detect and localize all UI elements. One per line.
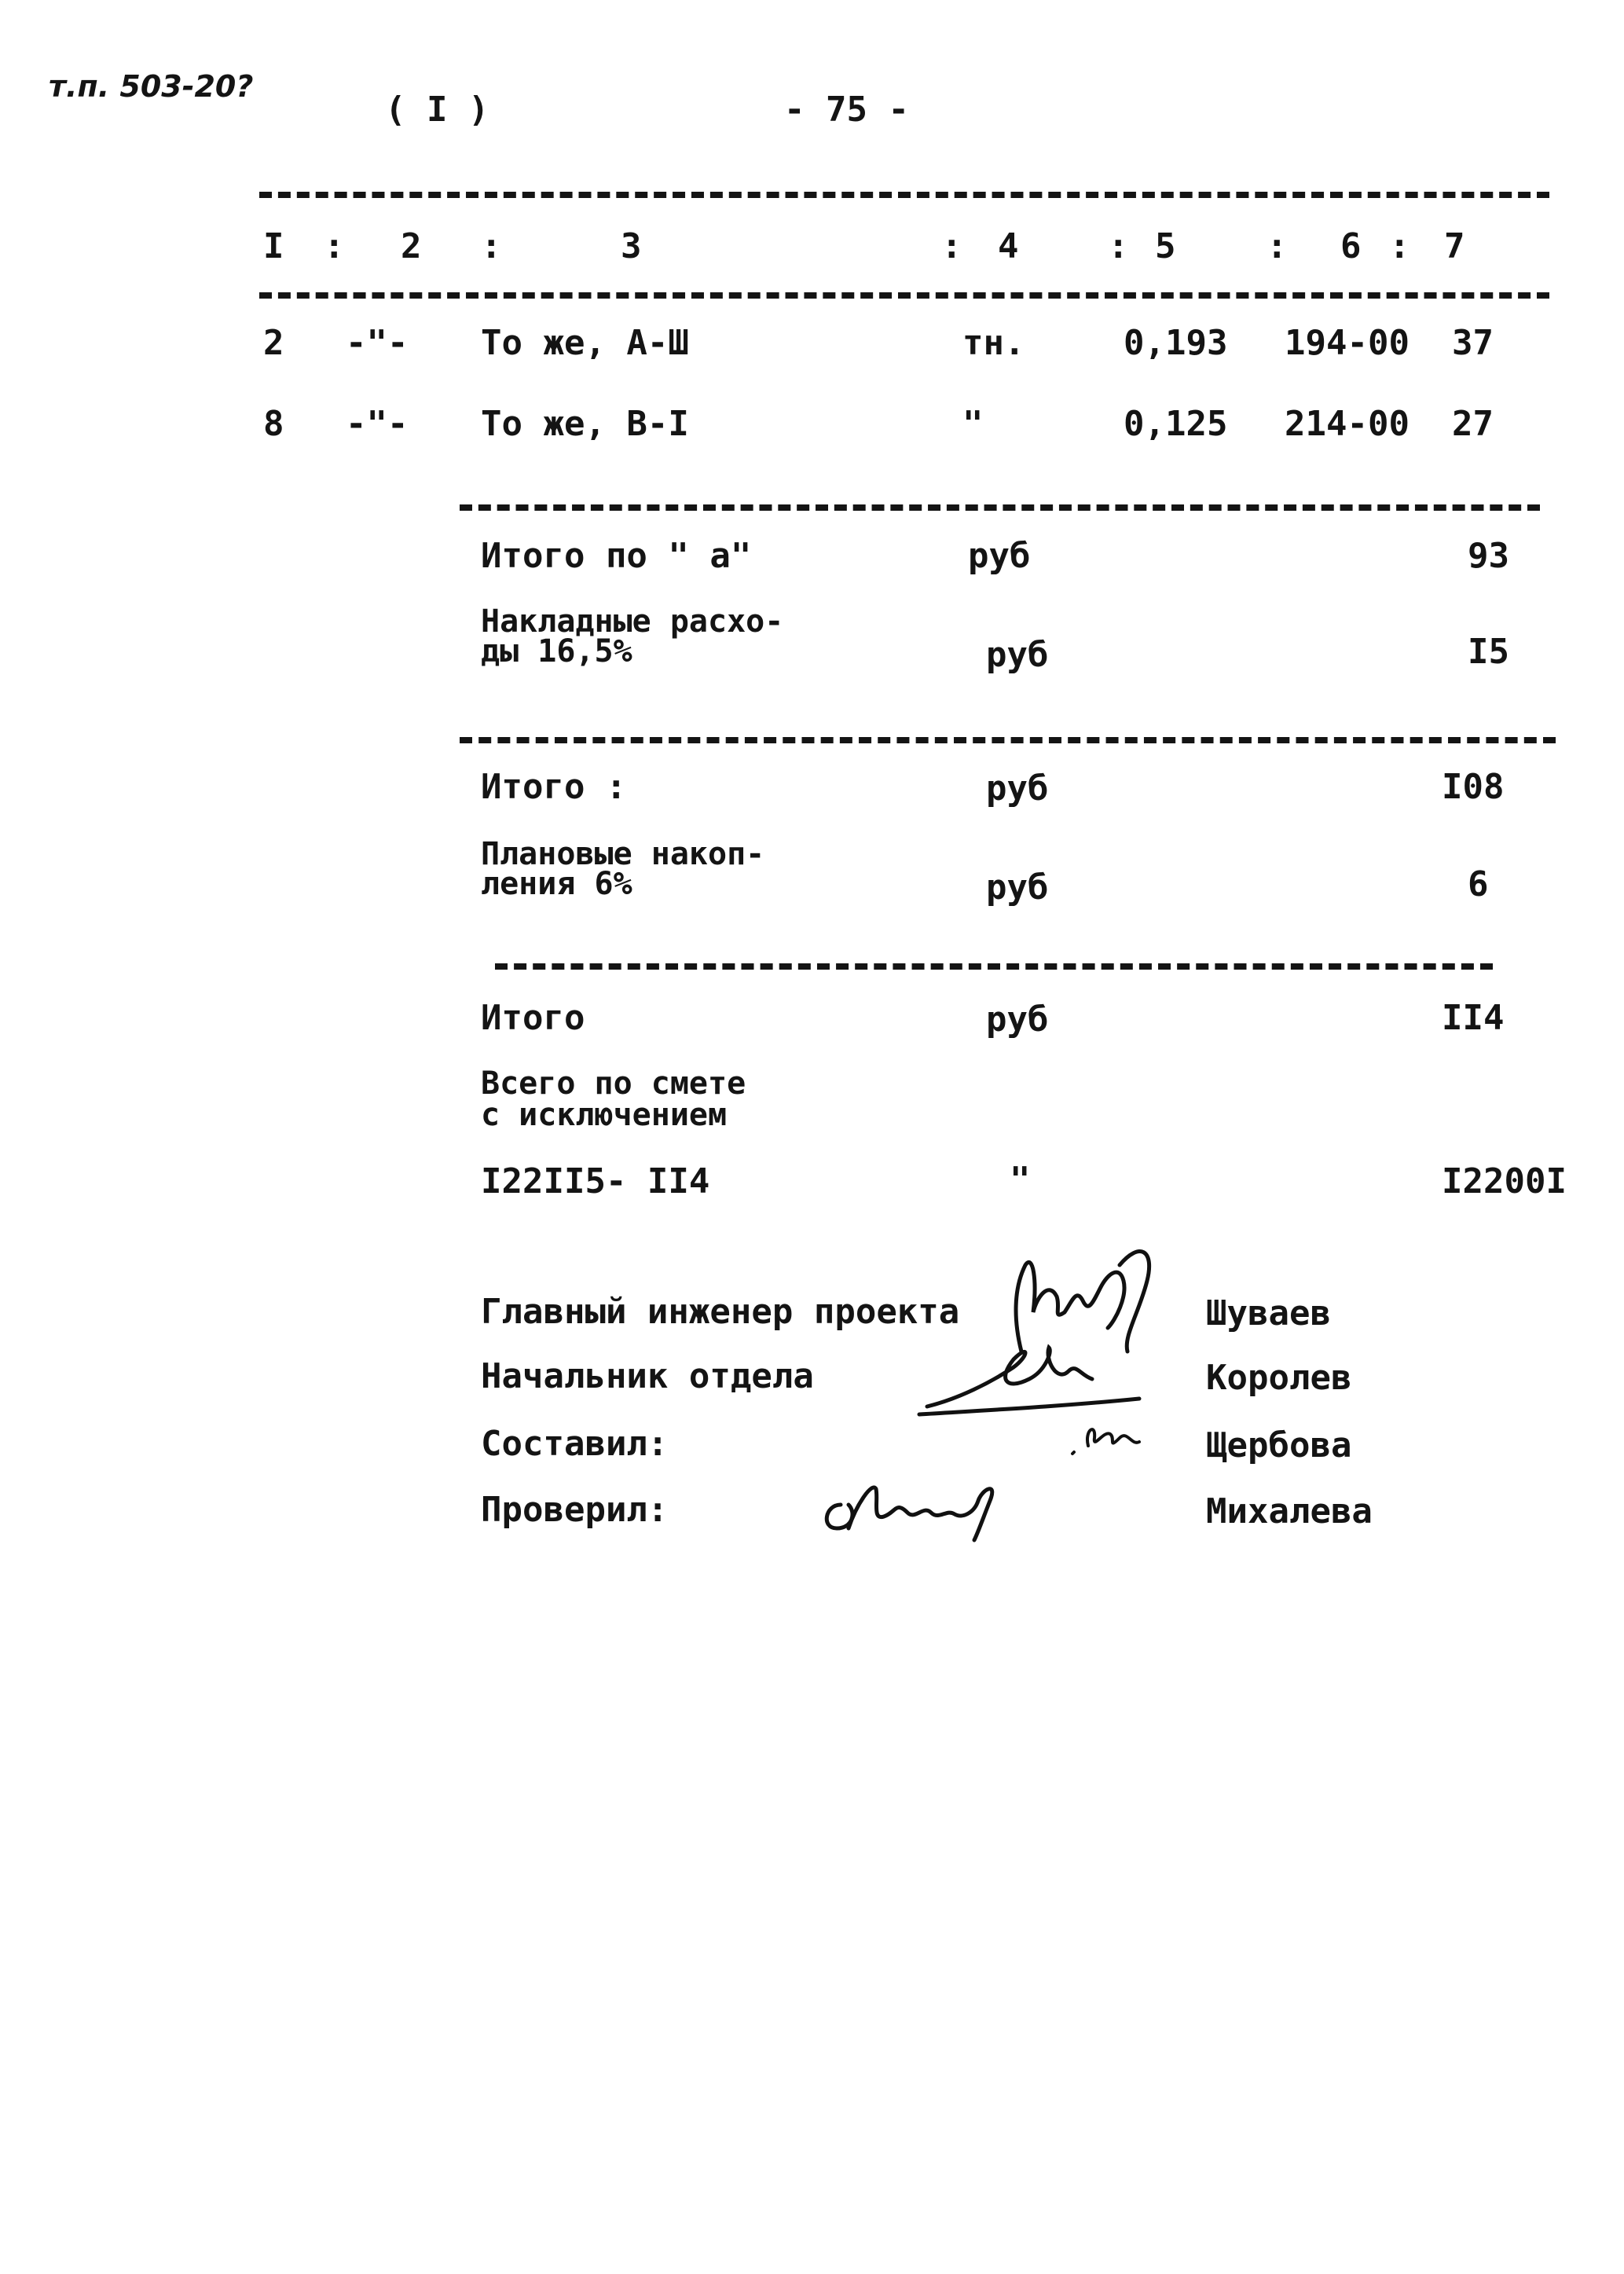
overhead-unit: руб — [986, 635, 1049, 675]
item-name: То же, В-I — [481, 404, 689, 444]
signature-name: Шуваев — [1206, 1293, 1331, 1333]
signature-role: Составил: — [481, 1424, 669, 1464]
item-price: 214-00 — [1285, 404, 1410, 444]
overhead-label-line2: ды 16,5% — [481, 633, 632, 669]
signature-role: Главный инженер проекта — [481, 1292, 960, 1332]
document-code: т.п. 503-20? — [49, 69, 254, 104]
handwritten-signature-checker — [809, 1458, 1029, 1547]
column-header-2: 2 — [401, 226, 422, 266]
signature-name: Королев — [1206, 1358, 1352, 1398]
ditto-mark: -"- — [346, 404, 409, 444]
planned-label-line2: ления 6% — [481, 866, 632, 902]
column-separator: : — [941, 226, 962, 266]
item-quantity: 0,193 — [1124, 323, 1228, 363]
ditto-mark: -"- — [346, 323, 409, 363]
column-header-5: 5 — [1155, 226, 1176, 266]
table-header-rule — [259, 292, 1549, 299]
item-quantity: 0,125 — [1124, 404, 1228, 444]
signature-name: Михалева — [1206, 1491, 1373, 1531]
total-label: Итого : — [481, 767, 627, 807]
total-label: Итого — [481, 998, 585, 1038]
column-separator: : — [324, 226, 345, 266]
summary-rule — [495, 963, 1493, 970]
summary-rule — [460, 504, 1540, 511]
planned-value: 6 — [1468, 864, 1489, 904]
subtotal-value: 93 — [1468, 536, 1509, 576]
total-unit: руб — [986, 768, 1049, 809]
signature-name: Щербова — [1206, 1425, 1352, 1465]
handwritten-signature-dept-head — [911, 1336, 1147, 1425]
grand-formula: I22II5- II4 — [481, 1161, 710, 1201]
total-value: I08 — [1442, 767, 1505, 807]
overhead-value: I5 — [1468, 632, 1509, 672]
grand-value: I2200I — [1442, 1161, 1567, 1201]
item-name: То же, А-Ш — [481, 323, 689, 363]
grand-label-line1: Всего по смете — [481, 1065, 746, 1102]
item-price: 194-00 — [1285, 323, 1410, 363]
table-top-rule — [259, 192, 1549, 198]
column-separator: : — [481, 226, 502, 266]
item-total: 27 — [1452, 404, 1494, 444]
column-separator: : — [1389, 226, 1410, 266]
grand-label-line2: с исключением — [481, 1097, 728, 1133]
row-number: 2 — [263, 323, 284, 363]
row-number: 8 — [263, 404, 284, 444]
column-separator: : — [1267, 226, 1288, 266]
column-header-1: I — [263, 226, 284, 266]
grand-unit: " — [1010, 1160, 1031, 1200]
signature-role: Проверил: — [481, 1490, 669, 1530]
column-header-6: 6 — [1340, 226, 1362, 266]
column-header-7: 7 — [1444, 226, 1465, 266]
column-separator: : — [1108, 226, 1129, 266]
planned-unit: руб — [986, 867, 1049, 908]
page-number: - 75 - — [784, 90, 909, 130]
planned-label-line1: Плановые накоп- — [481, 836, 765, 872]
overhead-label-line1: Накладные расхо- — [481, 603, 784, 640]
column-header-3: 3 — [621, 226, 642, 266]
handwritten-initials-compiler — [1065, 1414, 1151, 1465]
section-marker: ( I ) — [385, 90, 489, 130]
total-unit: руб — [986, 999, 1049, 1040]
subtotal-unit: руб — [968, 536, 1031, 576]
item-total: 37 — [1452, 323, 1494, 363]
column-header-4: 4 — [998, 226, 1019, 266]
total-value: II4 — [1442, 998, 1505, 1038]
summary-rule — [460, 737, 1556, 743]
signature-role: Начальник отдела — [481, 1356, 814, 1396]
item-unit: тн. — [962, 323, 1025, 363]
item-unit: " — [962, 404, 984, 444]
subtotal-label: Итого по " а" — [481, 536, 752, 576]
